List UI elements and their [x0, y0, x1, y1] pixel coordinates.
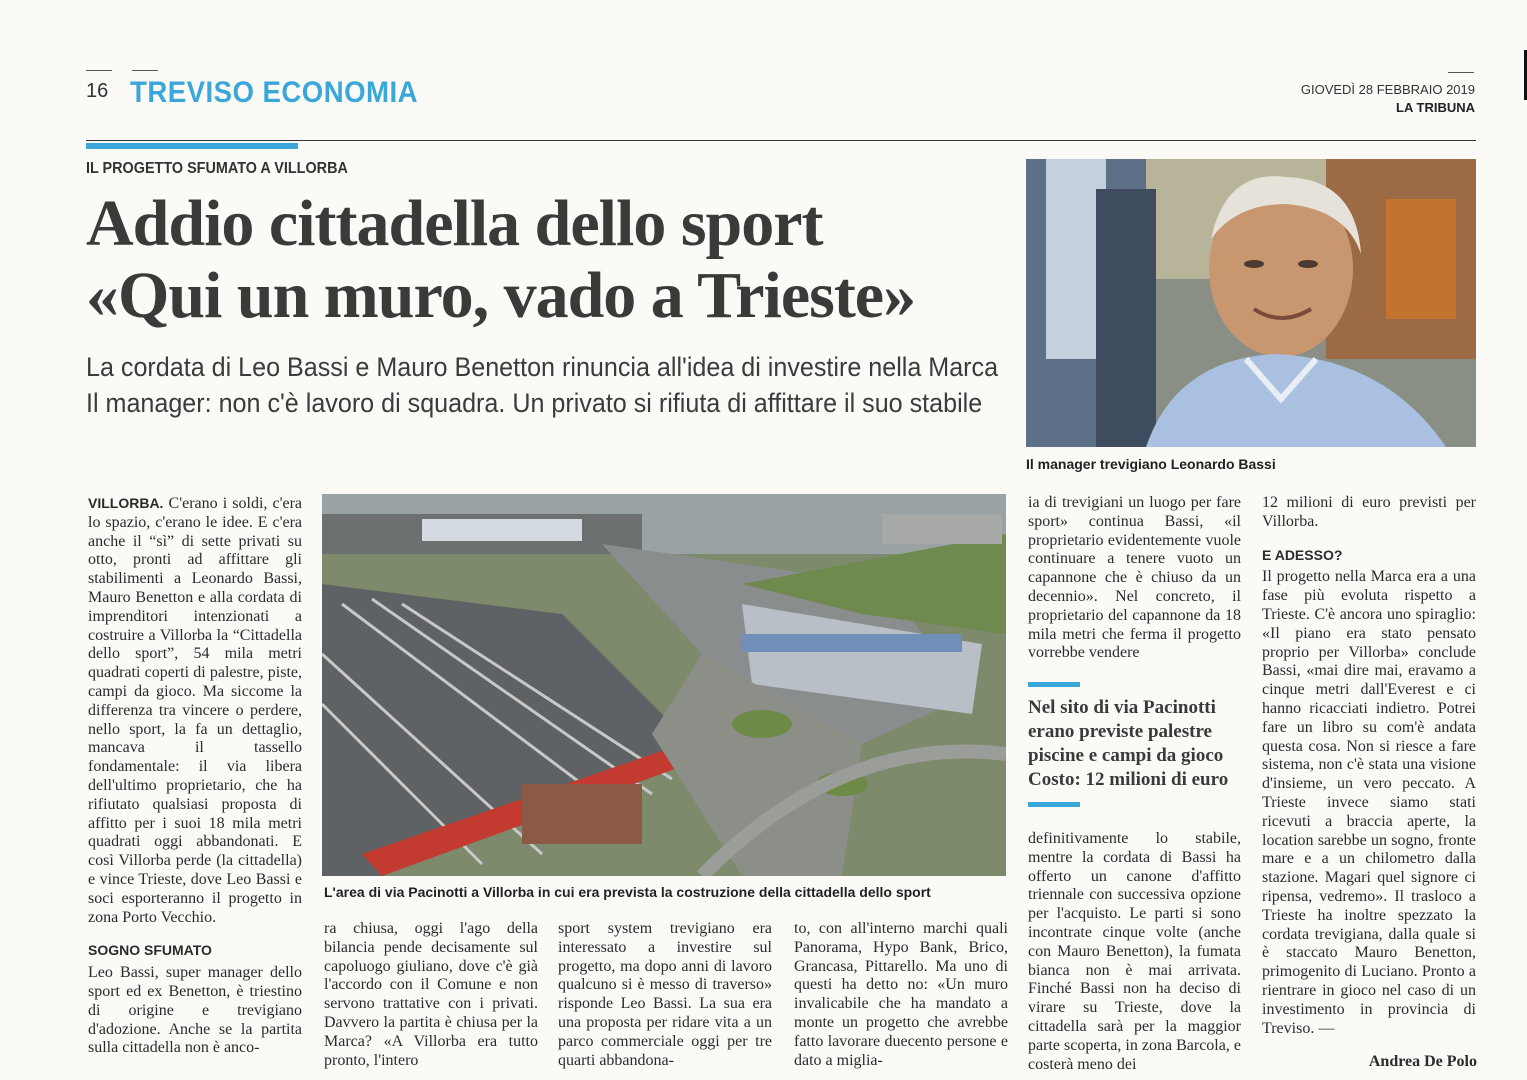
- subtitle-line-1: La cordata di Leo Bassi e Mauro Benetton rinuncia all'idea di investire nella Marca: [86, 352, 999, 382]
- article-column-1: [88, 494, 302, 1058]
- article-column-6: [1262, 494, 1476, 1038]
- subtitle-line-2: Il manager: non c'è lavoro di squadra. Un privato si rifiuta di affittare il suo stabile: [86, 388, 983, 418]
- header-tick: [86, 70, 112, 71]
- column-1-text-2: Leo Bassi, super manager dello sport ed ex Benetton, è triestino di origine e trevigiano d'adozione. Anche se la partita sulla cittadella non è anco-: [88, 964, 302, 1057]
- column-2-text: ra chiusa, oggi l'ago della bilancia pende decisamente sul capoluogo giuliano, dove c'è già l'accordo con il Comune e non servono trattative con i privati. Davvero la partita è chiusa per la Marca? «A Villorba era tutto pronto, l'intero: [324, 920, 538, 1069]
- headline-line-2: «Qui un muro, vado a Trieste»: [86, 259, 916, 332]
- column-6-text-2: Il progetto nella Marca era a una fase più evoluta rispetto a Trieste. C'è ancora uno spiraglio: «Il piano era stato pensato proprio per Villorba» conclude Bassi, «mai dire mai, eravamo a cinque metri dall'Everest e ci hanno ricacciati indietro. Potrei fare un libro su com'è andata questa cosa. Non si riesce a fare sistema, non c'è stata una visione d'insieme, un vero peccato. A Trieste invece siamo stati ricevuti a braccia aperte, la location sarebbe un sogno, fronte mare e a un chilometro dalla stazione. Magari quel signore ci ripensa, vedremo». Il trasloco a Trieste ha inoltre spezzato la cordata trevigiana, dalla quale si è staccato Mauro Benetton, primogenito di Luciano. Pronto a rientrare in gioco nel caso di un investimento in provincia di Treviso. —: [1262, 568, 1476, 1037]
- newspaper-name: LA TRIBUNA: [1396, 100, 1475, 115]
- pull-quote: Nel sito di via Pacinotti erano previste palestre piscine e campi da gioco Costo: 12 milioni di euro: [1028, 697, 1229, 790]
- aerial-photo: [322, 494, 1006, 876]
- article-column-4: [794, 920, 1008, 1070]
- column-1-text: C'erano i soldi, c'era lo spazio, c'erano le idee. E c'era anche il “sì” di sette privati su otto, pronti ad affittare gli stabilimenti a Leonardo Bassi, Mauro Benetton e alla cordata di imprenditori intenzionati a costruire a Villorba la “Cittadella dello sport”, 54 mila metri quadrati coperti di palestre, piste, campi da gioco. Ma siccome la differenza tra vincere o perdere, nello sport, la fa un dettaglio, mancava il tassello fondamentale: il via libera dell'ultimo proprietario, che ha rifiutato qualsiasi proposta di affitto per i suoi 18 mila metri quadrati oggi abbandonati. E così Villorba perde (la cittadella) e vince Trieste, dove Leo Bassi e soci esporteranno il progetto in zona Porto Vecchio.: [88, 495, 302, 926]
- portrait-photo: [1026, 159, 1476, 447]
- dateline: VILLORBA.: [88, 495, 164, 511]
- article-column-5: [1028, 494, 1241, 663]
- column-5-text: ia di trevigiani un luogo per fare sport» continua Bassi, «il proprietario evidentemente vuole continuare a tenere vuoto un capannone che è chiuso da un decennio». Nel concreto, il proprietario del capannone da 18 mila metri che ferma il progetto vorrebbe vendere: [1028, 494, 1241, 662]
- header-tick: [132, 70, 158, 71]
- page-number: 16: [86, 80, 109, 102]
- column-6-text: 12 milioni di euro previsti per Villorba.: [1262, 494, 1476, 530]
- header-tick: [1448, 72, 1474, 73]
- article-column-5-continued: [1028, 830, 1241, 1074]
- byline: Andrea De Polo: [1368, 1053, 1477, 1070]
- headline-line-1: Addio cittadella dello sport: [86, 187, 823, 260]
- column-5-text-2: definitivamente lo stabile, mentre la cordata di Bassi ha offerto un canone d'affitto triennale con successiva opzione per l'acquisto. Le parti si sono incontrate cinque volte (anche con Mauro Benetton), la fumata bianca non è mai arrivata. Finché Bassi non ha deciso di virare su Trieste, dove la cittadella sarà per la maggior parte scoperta, in zona Barcola, e costerà meno dei: [1028, 830, 1241, 1073]
- article-column-3: [558, 920, 772, 1070]
- section-title: TREVISO ECONOMIA: [130, 76, 418, 109]
- article-kicker: IL PROGETTO SFUMATO A VILLORBA: [86, 160, 348, 177]
- header-accent-bar: [86, 143, 298, 149]
- column-3-text: sport system trevigiano era interessato a investire sul progetto, ma dopo anni di lavoro qualcuno si è messo di traverso» risponde Leo Bassi. La sua era una proposta per ridare vita a un parco commerciale oggi per tre quarti abbandona-: [558, 920, 772, 1069]
- subhead-e-adesso: E ADESSO?: [1262, 546, 1343, 563]
- subhead-sogno-sfumato: SOGNO SFUMATO: [88, 942, 212, 959]
- pull-quote-top-bar: [1028, 682, 1080, 687]
- issue-date: GIOVEDÌ 28 FEBBRAIO 2019: [1300, 82, 1475, 97]
- column-4-text: to, con all'interno marchi quali Panorama, Hypo Bank, Brico, Grancasa, Pittarello. Ma uno di questi ha detto no: «Un muro invalicabile che ha mandato a monte un progetto che avrebbe fatto lavorare duecento persone e dato a miglia-: [794, 920, 1008, 1069]
- aerial-caption: L'area di via Pacinotti a Villorba in cui era prevista la costruzione della cittadella dello sport: [324, 884, 931, 900]
- article-column-2: [324, 920, 538, 1070]
- header-rule: [86, 140, 1476, 141]
- portrait-caption: Il manager trevigiano Leonardo Bassi: [1026, 456, 1276, 472]
- pull-quote-bottom-bar: [1028, 802, 1080, 807]
